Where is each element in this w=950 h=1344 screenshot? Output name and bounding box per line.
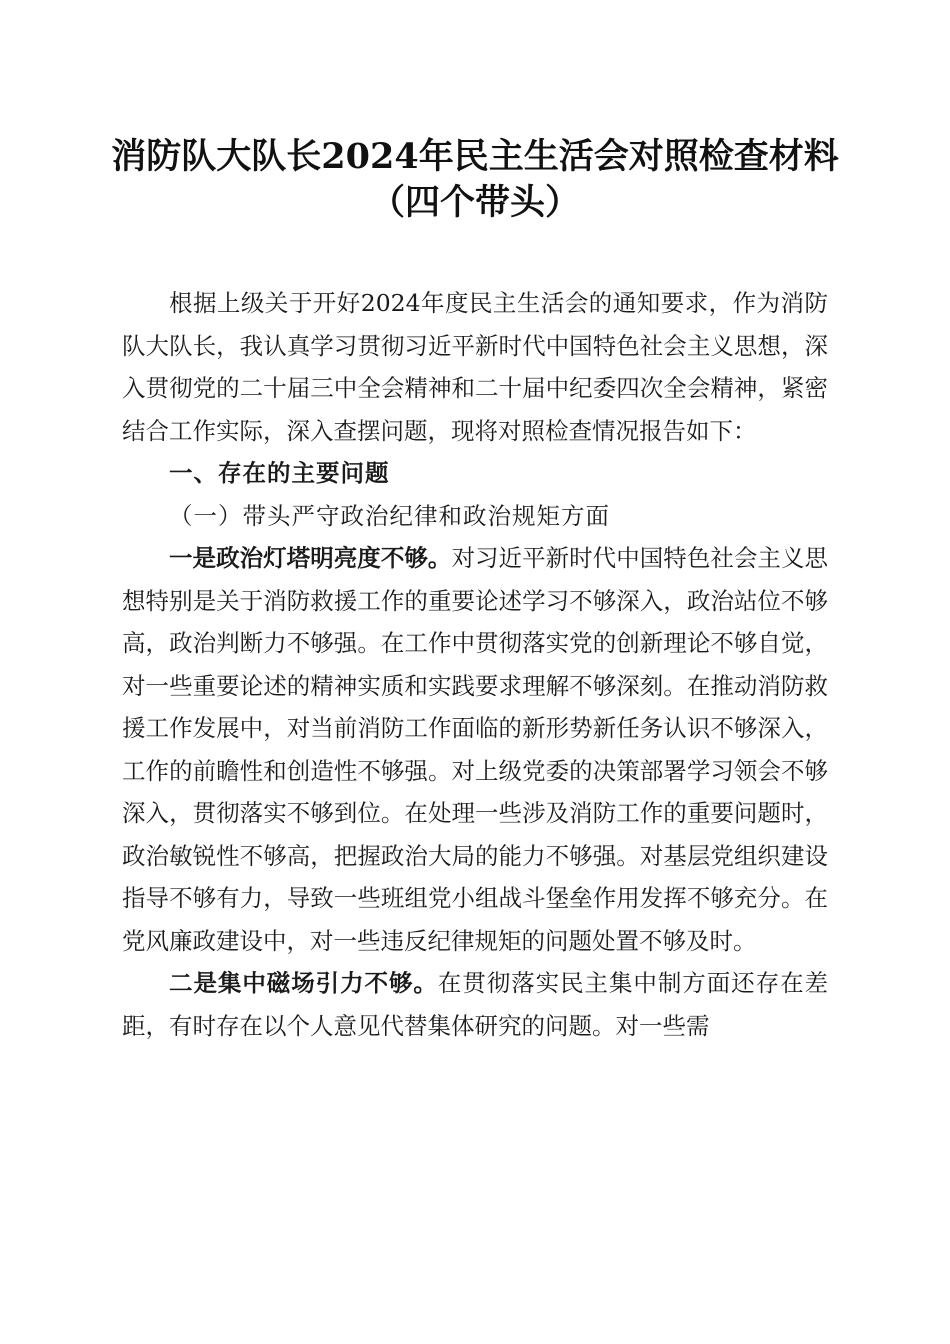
point-body-1: 对习近平新时代中国特色社会主义思想特别是关于消防救援工作的重要论述学习不够深入，政治站位不够高，政治判断力不够强。在工作中贯彻落实党的创新理论不够自觉，对一些重要论述的精神实质和实践要求理解不够深刻。在推动消防救援工作发展中，对当前消防工作面临的新形势新任务认识不够深入，工作的前瞻性和创造性不够强。对上级党委的决策部署学习领会不够深入，贯彻落实不够到位。在处理一些涉及消防工作的重要问题时，政治敏锐性不够高，把握政治大局的能力不够强。对基层党组织建设指导不够有力，导致一些班组党小组战斗堡垒作用发挥不够充分。在党风廉政建设中，对一些违反纪律规矩的问题处置不够及时。	[122, 544, 829, 955]
point-paragraph-1	[122, 537, 828, 962]
section-heading: 一、存在的主要问题	[169, 459, 390, 487]
document-title: 消防队大队长2024年民主生活会对照检查材料（四个带头）	[111, 136, 839, 223]
document-body	[122, 282, 828, 1047]
subsection-heading: （一）带头严守政治纪律和政治规矩方面	[169, 501, 610, 530]
point-lead-1: 一是政治灯塔明亮度不够。	[169, 544, 452, 572]
point-lead-2: 二是集中磁场引力不够。	[169, 969, 438, 997]
point-body-2: 在贯彻落实民主集中制方面还存在差距，有时存在以个人意见代替集体研究的问题。对一些需	[122, 969, 829, 1040]
point-paragraph-2	[122, 962, 828, 1047]
intro-paragraph: 根据上级关于开好2024年度民主生活会的通知要求，作为消防队大队长，我认真学习贯彻习近平新时代中国特色社会主义思想，深入贯彻党的二十届三中全会精神和二十届中纪委四次全会精神，紧密结合工作实际，深入查摆问题，现将对照检查情况报告如下：	[122, 289, 828, 445]
